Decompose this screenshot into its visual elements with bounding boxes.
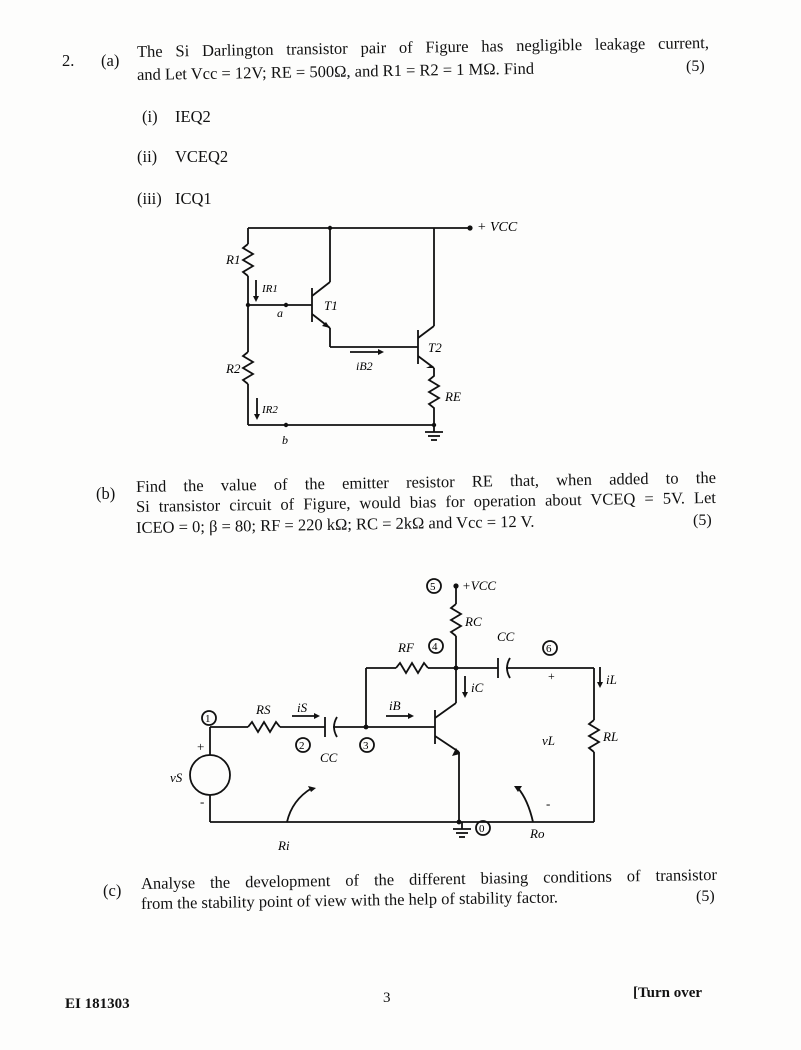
part-b-line2: Si transistor circuit of Figure, would bias for operation about VCEQ = 5V. Let xyxy=(135,487,717,516)
ro-label: Ro xyxy=(530,826,545,841)
node-a-label: a xyxy=(277,306,283,320)
part-a-line2: and Let Vcc = 12V; RE = 500Ω, and R1 = R2 = 1 MΩ. Find xyxy=(136,58,535,84)
part-c-line1: Analyse the development of the different biasing conditions of transistor xyxy=(140,864,718,893)
item-ii-num: (ii) xyxy=(137,147,158,166)
part-b-label: (b) xyxy=(96,484,116,503)
rl-label: RL xyxy=(603,729,619,744)
part-a-marks: (5) xyxy=(686,58,705,75)
ib-label: iB xyxy=(389,698,401,713)
rs-label: RS xyxy=(256,702,271,717)
part-b-line3: ICEO = 0; β = 80; RF = 220 kΩ; RC = 2kΩ and Vcc = 12 V. xyxy=(135,511,535,537)
t2-label: T2 xyxy=(428,340,442,355)
r1-label: R1 xyxy=(226,252,241,267)
re-label: RE xyxy=(445,389,461,404)
node-0: 0 xyxy=(479,823,485,835)
cc-out-label: CC xyxy=(497,629,515,644)
ri-label: Ri xyxy=(278,838,290,853)
item-i-text: IEQ2 xyxy=(175,107,211,126)
question-number: 2. xyxy=(62,51,75,70)
vs-plus: + xyxy=(197,739,205,754)
part-c-marks: (5) xyxy=(696,888,715,905)
part-b-line1: Find the value of the emitter resistor RE that, when added to the xyxy=(135,467,717,496)
vs-label: vS xyxy=(170,770,183,785)
node-1: 1 xyxy=(205,713,211,725)
r2-label: R2 xyxy=(226,361,241,376)
part-c-line2: from the stability point of view with the help of stability factor. xyxy=(140,887,559,913)
node-3: 3 xyxy=(363,740,369,752)
ib2-label: iB2 xyxy=(356,359,373,373)
node-2: 2 xyxy=(299,740,305,752)
t1-label: T1 xyxy=(324,298,338,313)
il-label: iL xyxy=(606,672,617,687)
item-iii-num: (iii) xyxy=(137,189,162,208)
ir2-label: IR2 xyxy=(262,404,278,416)
node-6: 6 xyxy=(546,643,552,655)
node-b-label: b xyxy=(282,433,288,447)
rf-label: RF xyxy=(398,640,414,655)
part-a-label: (a) xyxy=(101,51,120,70)
item-iii-text: ICQ1 xyxy=(175,189,212,208)
part-c-label: (c) xyxy=(103,881,122,900)
ic-label: iC xyxy=(471,680,484,695)
rc-label: RC xyxy=(465,614,482,629)
vcc-label-b: +VCC xyxy=(462,578,497,593)
vcc-label-a: + VCC xyxy=(477,220,518,235)
turn-over: [Turn over xyxy=(633,985,703,1001)
node-5: 5 xyxy=(430,581,436,593)
page-number: 3 xyxy=(383,990,391,1006)
vl-plus: + xyxy=(548,669,555,683)
part-b-marks: (5) xyxy=(693,512,712,529)
item-ii-text: VCEQ2 xyxy=(175,147,229,166)
part-a-line1: The Si Darlington transistor pair of Figure has negligible leakage current, xyxy=(136,33,710,61)
paper-code: EI 181303 xyxy=(65,996,130,1012)
vl-label: vL xyxy=(542,733,555,748)
ir1-label: IR1 xyxy=(262,283,278,295)
cc-in-label: CC xyxy=(320,750,338,765)
item-i-num: (i) xyxy=(142,107,158,126)
vl-minus: - xyxy=(546,796,551,811)
is-label: iS xyxy=(297,700,308,715)
vs-minus: - xyxy=(200,794,205,809)
node-4: 4 xyxy=(432,641,438,653)
